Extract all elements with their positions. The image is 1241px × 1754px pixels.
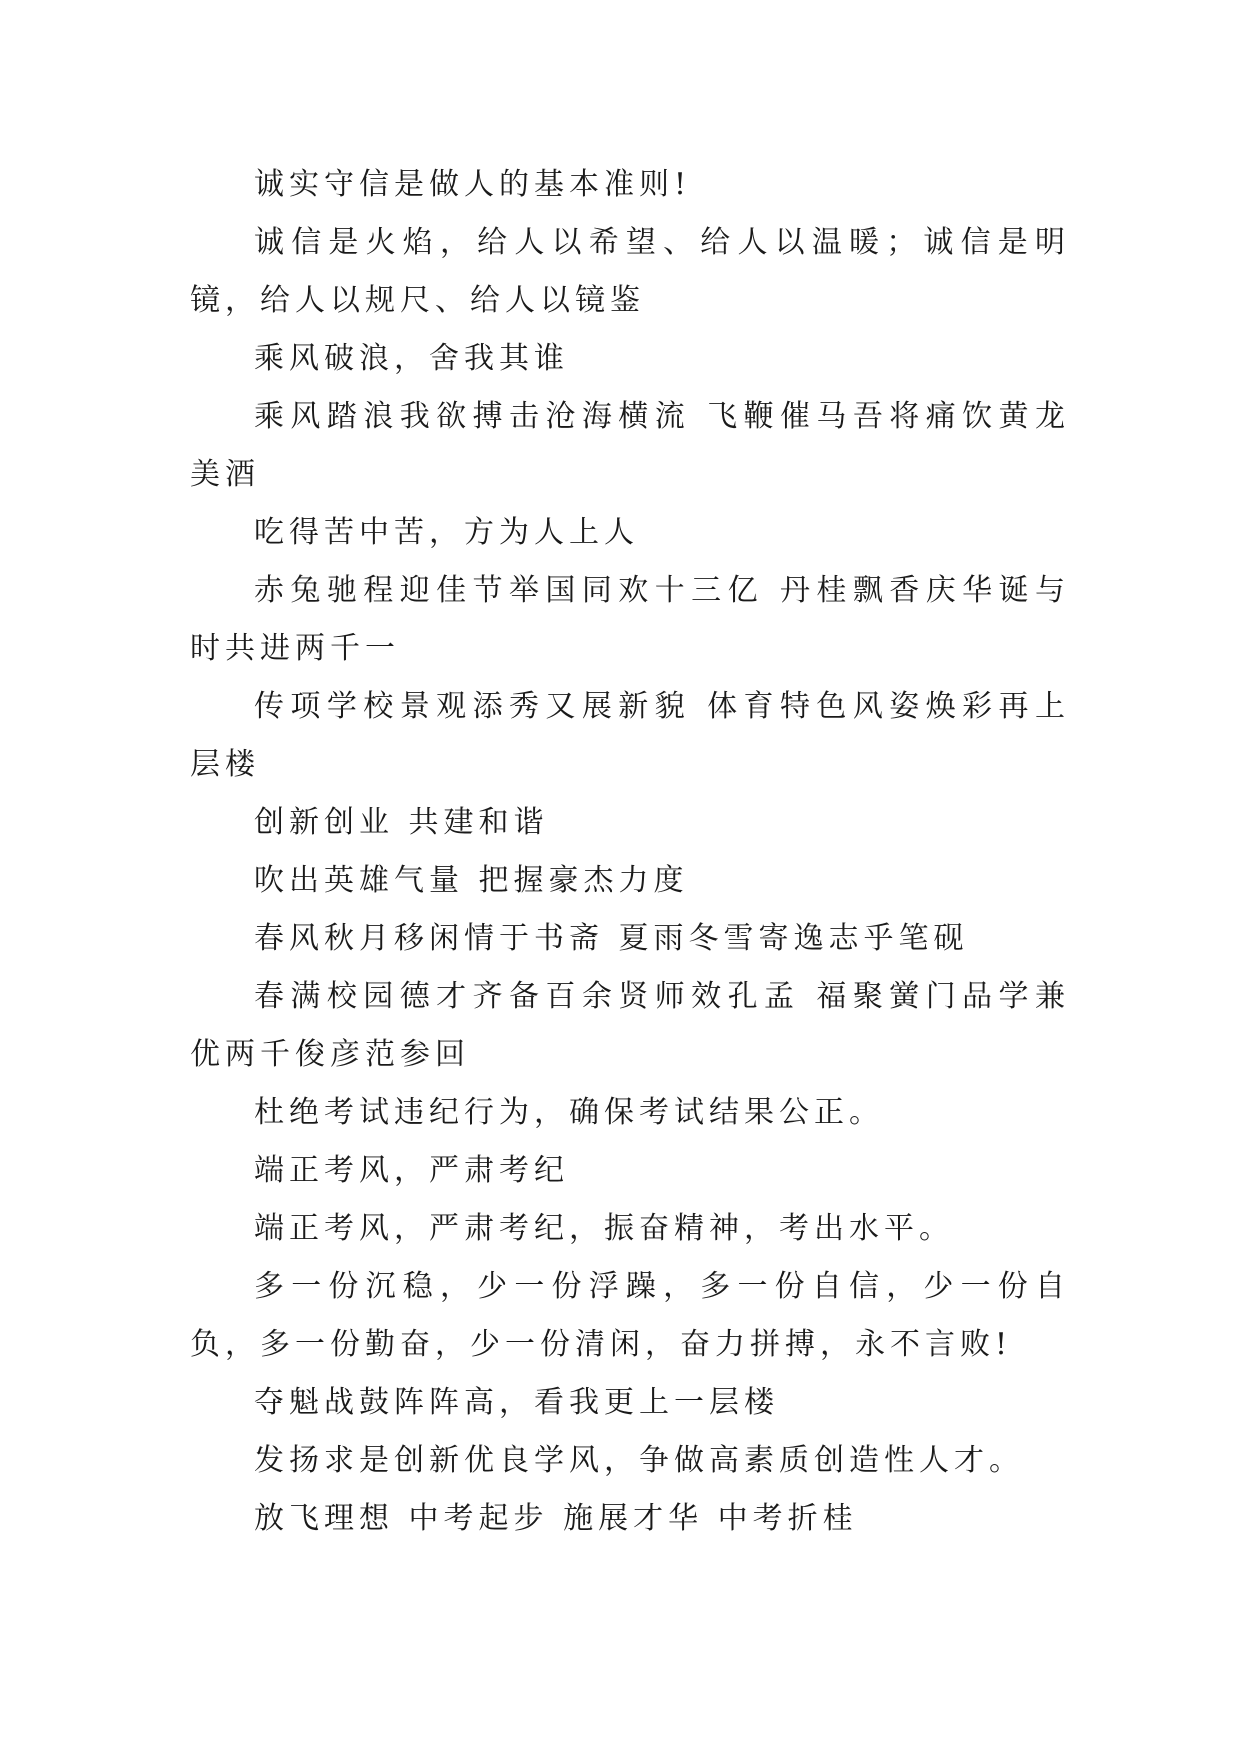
paragraph: 放飞理想 中考起步 施展才华 中考折桂: [254, 1501, 858, 1536]
paragraph: 诚信是火焰，给人以希望、给人以温暖；诚信是明镜，给人以规尺、给人以镜鉴: [190, 225, 1070, 318]
paragraph: 杜绝考试违纪行为，确保考试结果公正。: [254, 1095, 884, 1130]
paragraph: 传项学校景观添秀又展新貌 体育特色风姿焕彩再上层楼: [190, 689, 1070, 782]
paragraph: 吹出英雄气量 把握豪杰力度: [254, 863, 689, 898]
paragraph: 创新创业 共建和谐: [254, 805, 549, 840]
paragraph: 夺魁战鼓阵阵高，看我更上一层楼: [254, 1385, 779, 1420]
paragraph: 乘风踏浪我欲搏击沧海横流 飞鞭催马吾将痛饮黄龙美酒: [190, 399, 1070, 492]
paragraph: 端正考风，严肃考纪，振奋精神，考出水平。: [254, 1211, 954, 1246]
paragraph: 赤兔驰程迎佳节举国同欢十三亿 丹桂飘香庆华诞与时共进两千一: [190, 573, 1070, 666]
paragraph: 春风秋月移闲情于书斋 夏雨冬雪寄逸志乎笔砚: [254, 921, 969, 956]
paragraph: 发扬求是创新优良学风，争做高素质创造性人才。: [254, 1443, 1024, 1478]
paragraph: 多一份沉稳，少一份浮躁，多一份自信，少一份自负，多一份勤奋，少一份清闲，奋力拼搏，永不言败!: [190, 1269, 1070, 1362]
document-body: [190, 156, 1070, 1548]
paragraph: 端正考风，严肃考纪: [254, 1153, 569, 1188]
paragraph: 吃得苦中苦，方为人上人: [254, 515, 639, 550]
paragraph: 诚实守信是做人的基本准则!: [254, 167, 692, 202]
paragraph: 乘风破浪，舍我其谁: [254, 341, 569, 376]
paragraph: 春满校园德才齐备百余贤师效孔孟 福聚黉门品学兼优两千俊彦范参回: [190, 979, 1070, 1072]
